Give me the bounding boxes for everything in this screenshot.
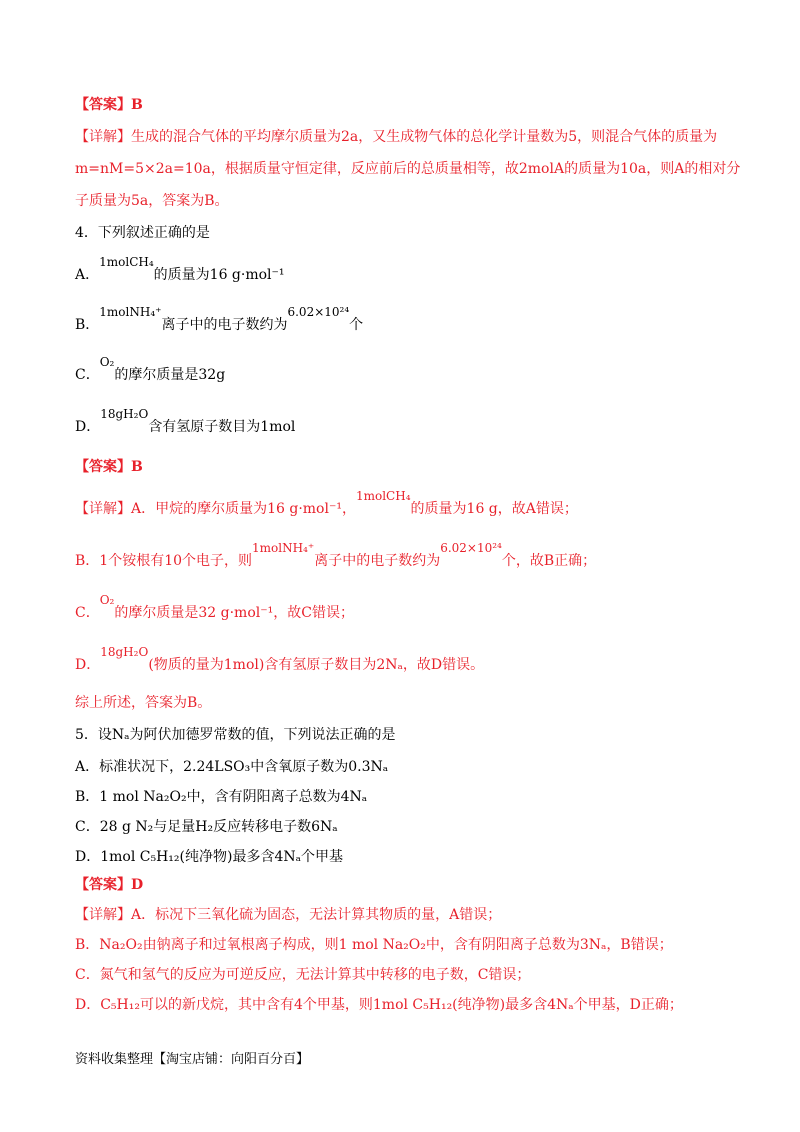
option-label: A．: [75, 267, 100, 283]
q5-answer: 【答案】D: [75, 877, 144, 893]
q5-stem: 5．设Nₐ为阿伏加德罗常数的值，下列说法正确的是: [75, 727, 396, 743]
q4-option-b: [75, 305, 364, 334]
formula: 1molCH₄: [355, 489, 411, 503]
detail-text: 【详解】A．甲烷的摩尔质量为16 g·mol⁻¹，: [75, 501, 356, 517]
q5-detail-b: B．Na₂O₂由钠离子和过氧根离子构成，则1 mol Na₂O₂中，含有阴阳离子总数为3Nₐ，B错误；: [75, 937, 673, 953]
q5-detail-d: D．C₅H₁₂可以的新戊烷，其中含有4个甲基，则1mol C₅H₁₂(纯净物)最多含4Nₐ个甲基，D正确；: [75, 997, 683, 1013]
q4-stem: 4．下列叙述正确的是: [75, 225, 210, 241]
formula: 6.02×10²⁴: [287, 305, 350, 319]
detail-text: 个，故B正确；: [501, 553, 597, 569]
q4-detail-a: [75, 489, 578, 518]
option-text: 的摩尔质量是32g: [114, 367, 226, 383]
option-label: C．: [75, 367, 100, 383]
q4-option-d: [75, 407, 296, 436]
q4-detail-c: [75, 593, 354, 622]
q3-detail-line-2: m=nM=5×2a=10a，根据质量守恒定律，反应前后的总质量相等，故2molA的质量为10a，则A的相对分: [75, 161, 741, 177]
q4-option-c: [75, 355, 226, 384]
q4-answer: 【答案】B: [75, 459, 143, 475]
q5-detail-a: 【详解】A．标况下三氧化硫为固态，无法计算其物质的量，A错误；: [75, 907, 502, 923]
option-text: 离子中的电子数约为: [161, 317, 288, 333]
formula: 1molNH₄⁺: [252, 541, 315, 555]
option-text: 含有氢原子数目为1mol: [148, 419, 296, 435]
q5-option-d: D．1mol C₅H₁₂(纯净物)最多含4Nₐ个甲基: [75, 849, 344, 865]
q5-detail-c: C．氮气和氢气的反应为可逆反应，无法计算其中转移的电子数，C错误；: [75, 967, 531, 983]
q5-option-c: C．28 g N₂与足量H₂反应转移电子数6Nₐ: [75, 819, 338, 835]
detail-text: 离子中的电子数约为: [314, 553, 441, 569]
formula: 1molNH₄⁺: [99, 305, 162, 319]
q3-answer: 【答案】B: [75, 97, 143, 113]
option-text: 的质量为16 g·mol⁻¹: [153, 267, 285, 283]
formula: 18gH₂O: [100, 645, 149, 659]
formula: O₂: [99, 355, 115, 369]
q4-option-a: [75, 255, 285, 284]
formula: 1molCH₄: [99, 255, 154, 269]
formula: 18gH₂O: [100, 407, 149, 421]
formula: 6.02×10²⁴: [440, 541, 502, 555]
detail-text: C．: [75, 605, 100, 621]
detail-text: D．: [75, 657, 101, 673]
option-label: D．: [75, 419, 101, 435]
detail-text: 的摩尔质量是32 g·mol⁻¹，故C错误；: [114, 605, 354, 621]
q4-detail-d: [75, 645, 485, 674]
option-label: B．: [75, 317, 100, 333]
q5-option-b: B．1 mol Na₂O₂中，含有阴阳离子总数为4Nₐ: [75, 789, 368, 805]
detail-text: B．1个铵根有10个电子，则: [75, 553, 253, 569]
detail-text: (物质的量为1mol)含有氢原子数目为2Nₐ，故D错误。: [148, 657, 485, 673]
q4-summary: 综上所述，答案为B。: [75, 695, 212, 711]
q4-detail-b: [75, 541, 597, 570]
q3-detail-line-3: 子质量为5a，答案为B。: [75, 193, 229, 209]
q3-detail-line-1: 【详解】生成的混合气体的平均摩尔质量为2a，又生成物气体的总化学计量数为5，则混合气体的质量为: [75, 129, 718, 145]
formula: O₂: [99, 593, 115, 607]
option-text: 个: [349, 317, 364, 333]
detail-text: 的质量为16 g，故A错误；: [410, 501, 578, 517]
page-footer: 资料收集整理【淘宝店铺：向阳百分百】: [75, 1052, 310, 1067]
q5-option-a: A．标准状况下，2.24LSO₃中含氧原子数为0.3Nₐ: [75, 759, 389, 775]
